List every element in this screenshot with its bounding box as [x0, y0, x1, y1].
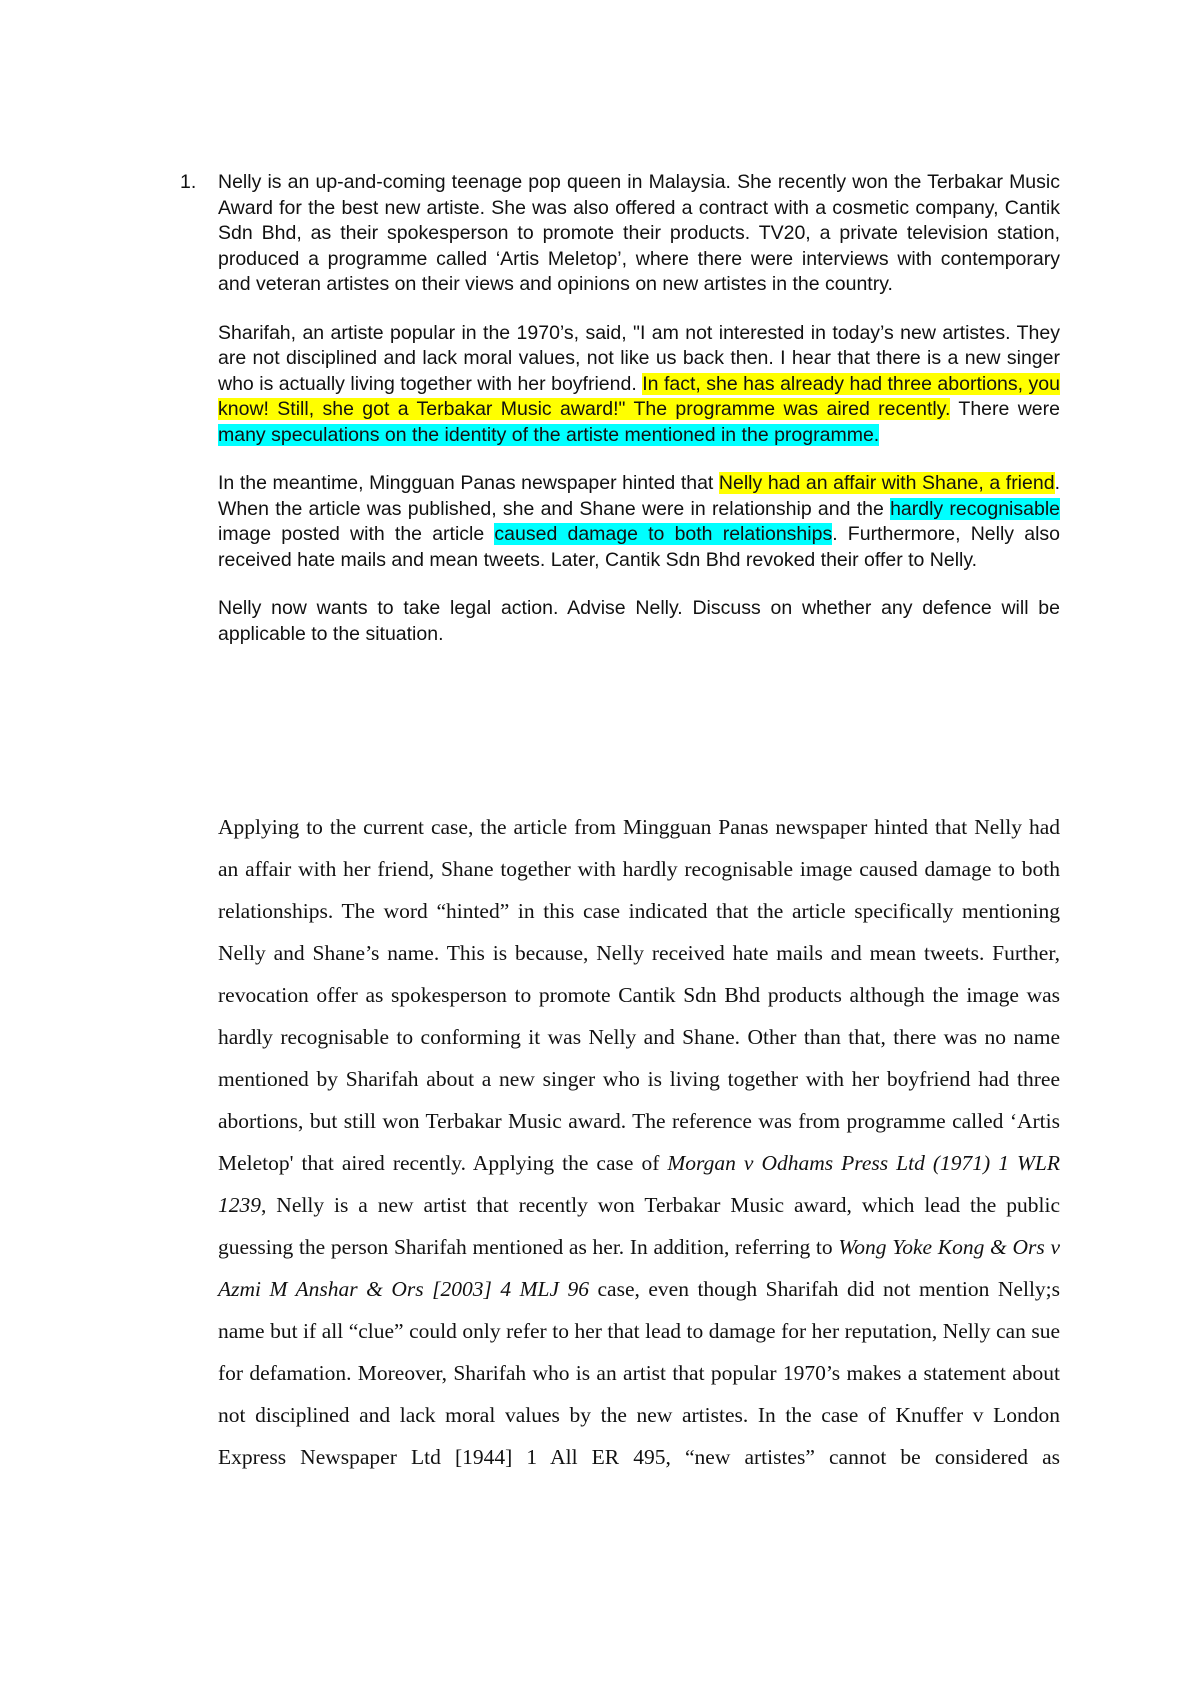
question-text: . When the article was published, she and Shane were in relationship and the [218, 472, 1060, 520]
question-number: 1. [180, 171, 197, 193]
answer-paragraph [218, 806, 1060, 1478]
question-text: There were [950, 398, 1060, 420]
highlight-yellow: In fact, she has already had three abortions, you know! Still, she got a Terbakar Music award!" The programme was aired recently. [218, 372, 1060, 420]
answer-text: , Nelly is a new artist that recently won Terbakar Music award, which lead the public guessing the person Sharifah mentioned as her. In addition, referring to [218, 1193, 1060, 1259]
question-text: Nelly is an up-and-coming teenage pop queen in Malaysia. She recently won the Terbakar Music Award for the best new artiste. She was also offered a contract with a cosmetic company, Cantik Sdn Bhd, as their spokesperson to promote their products. TV20, a private television station, produced a programme called ‘Artis Meletop’, where there were interviews with contemporary and veteran artistes on their views and opinions on new artistes in the country. [218, 171, 1060, 295]
highlight-cyan: hardly recognisable [890, 497, 1060, 520]
question-text: Nelly now wants to take legal action. Advise Nelly. Discuss on whether any defence will be applicable to the situation. [218, 597, 1060, 645]
highlight-cyan: many speculations on the identity of the artiste mentioned in the programme. [218, 423, 880, 446]
question-text: Sharifah, an artiste popular in the 1970’s, said, "I am not interested in today’s new artistes. They are not disciplined and lack moral values, not like us back then. I hear that there is a new singer who is actually living together with her boyfriend. [218, 321, 1060, 395]
question-body [218, 170, 1060, 670]
highlight-yellow: Nelly had an affair with Shane, a friend [718, 472, 1055, 494]
case-citation: Morgan v Odhams Press Ltd (1971) 1 WLR 1239 [218, 1151, 1061, 1217]
answer-text: case, even though Sharifah did not mention Nelly;s name but if all “clue” could only refer to her that lead to damage for her reputation, Nelly can sue for defamation. Moreover, Sharifah who is an artist that popular 1970’s makes a statement about not disciplined and lack moral values by the new artistes. In the case of Knuffer v London Express Newspaper Ltd [1944] 1 All ER 495, “new artistes” cannot be considered as [218, 1277, 1061, 1469]
question-text: In the meantime, Mingguan Panas newspaper hinted that [218, 472, 719, 494]
answer-text: Applying to the current case, the article from Mingguan Panas newspaper hinted that Nelly had an affair with her friend, Shane together with hardly recognisable image caused damage to both relationships. The word “hinted” in this case indicated that the article specifically mentioning Nelly and Shane’s name. This is because, Nelly received hate mails and mean tweets. Further, revocation offer as spokesperson to promote Cantik Sdn Bhd products although the image was hardly recognisable to conforming it was Nelly and Shane. Other than that, there was no name mentioned by Sharifah about a new singer who is living together with her boyfriend had three abortions, but still won Terbakar Music award. The reference was from programme called ‘Artis Meletop' that aired recently. Applying the case of [218, 815, 1060, 1175]
question-paragraph [218, 321, 1060, 449]
question-text: . Furthermore, Nelly also received hate mails and mean tweets. Later, Cantik Sdn Bhd revoked their offer to Nelly. [218, 523, 1060, 571]
case-citation: Wong Yoke Kong & Ors v Azmi M Anshar & Ors [2003] 4 MLJ 96 [218, 1235, 1060, 1301]
question-text: image posted with the article [218, 523, 495, 545]
question-paragraph [218, 170, 1060, 298]
highlight-cyan: caused damage to both relationships [494, 523, 833, 545]
question-paragraph [218, 596, 1060, 647]
question-paragraph [218, 471, 1060, 573]
